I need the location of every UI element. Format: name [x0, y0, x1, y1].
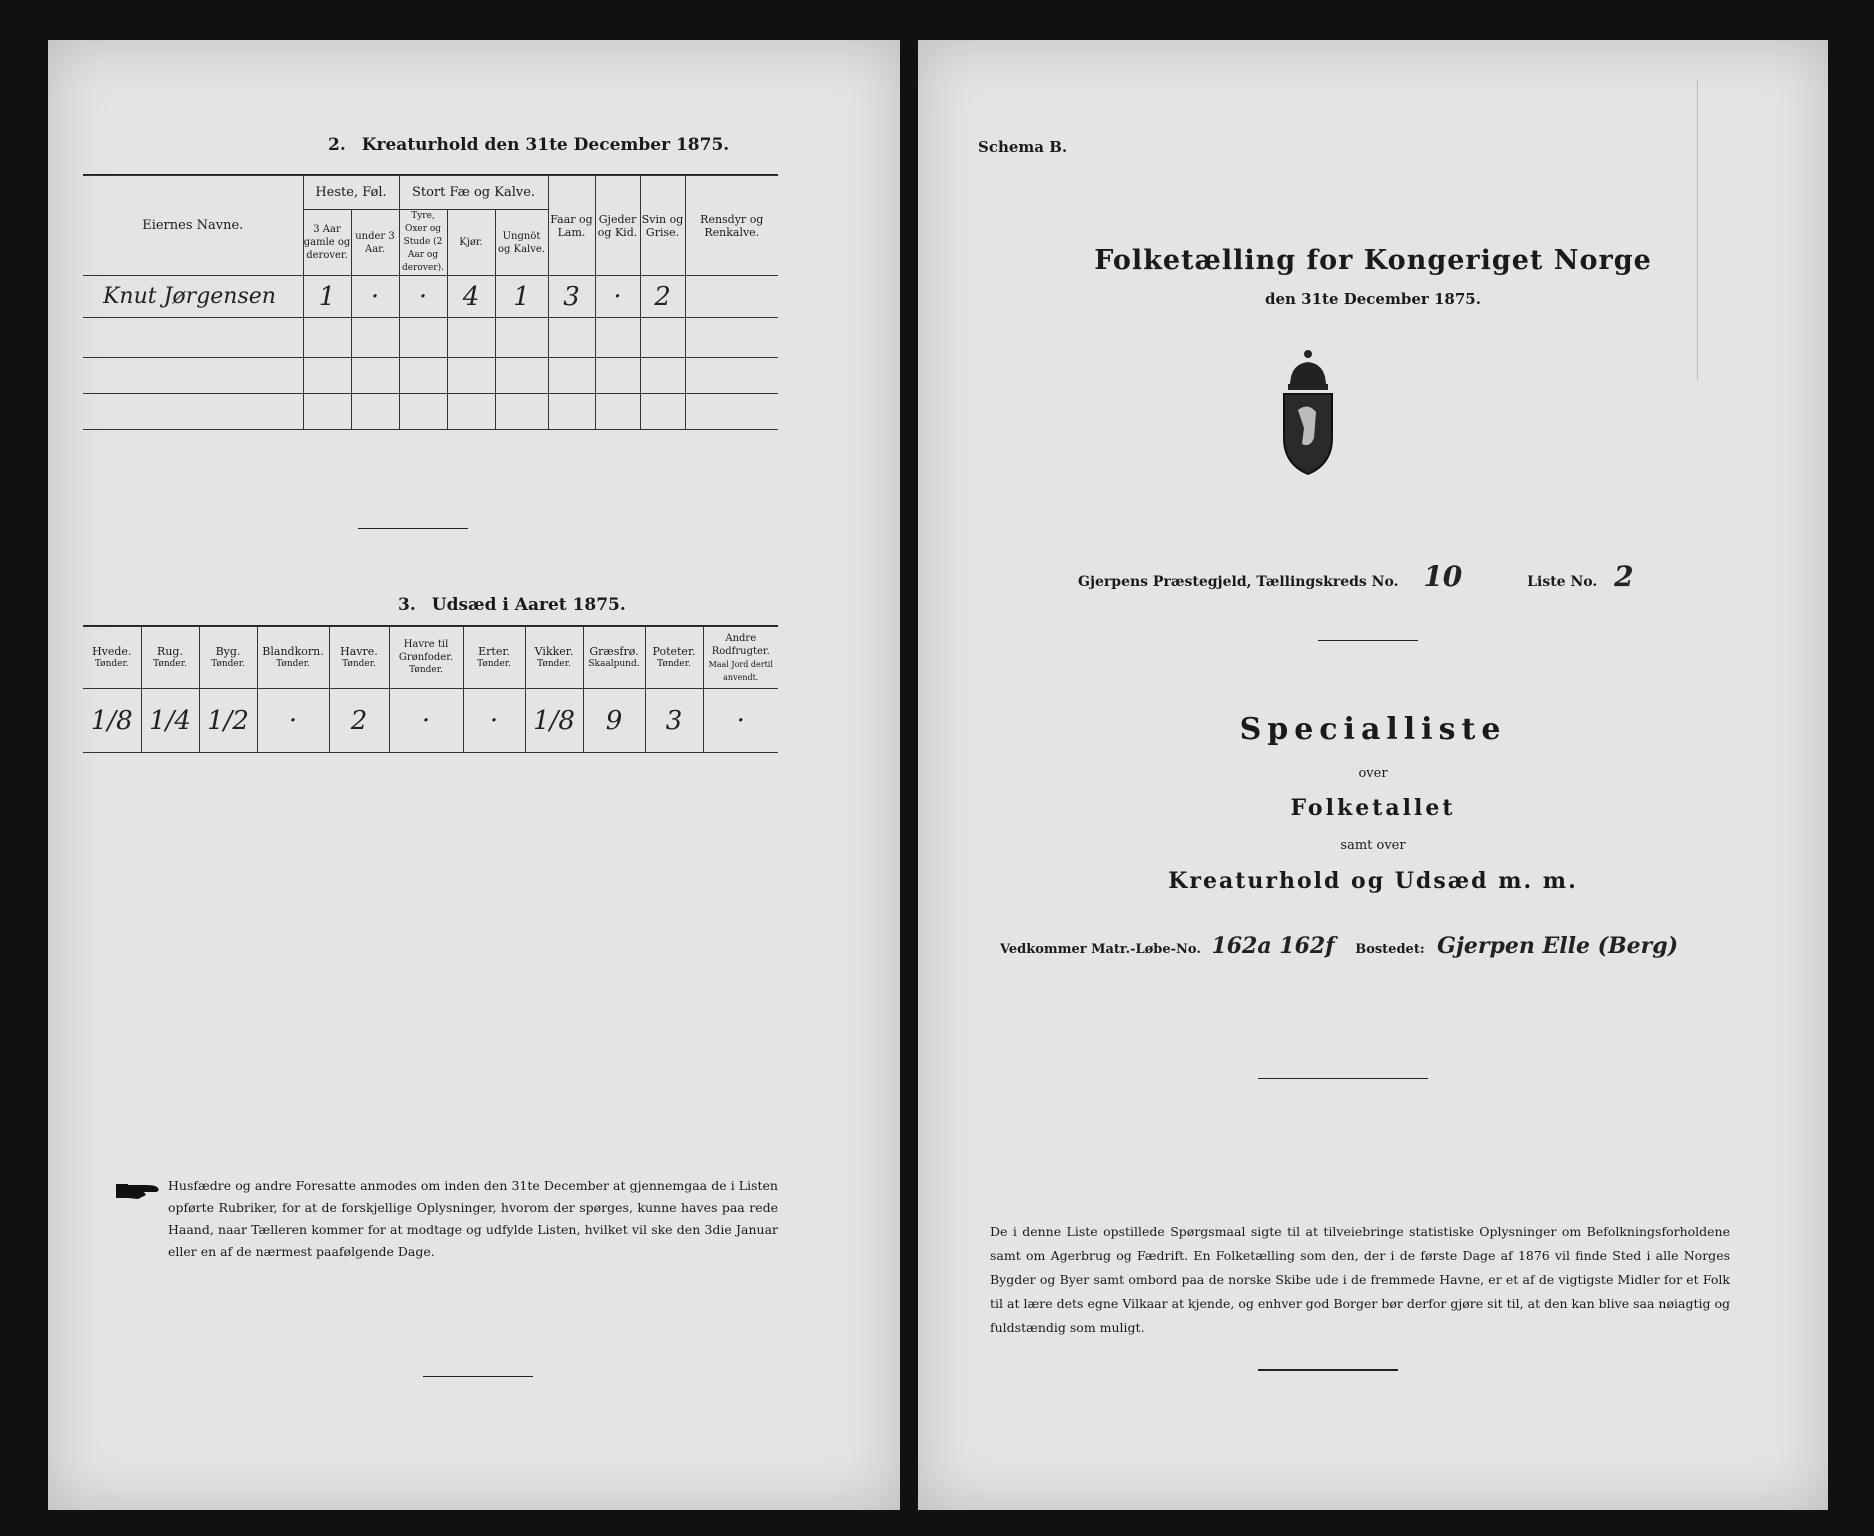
seed-value-9: 3: [645, 689, 703, 753]
liste-no-value: 2: [1614, 560, 1634, 593]
seed-header-row: [83, 627, 778, 689]
seed-value-7: 1/8: [525, 689, 583, 753]
section3-title: 3. Udsæd i Aaret 1875.: [398, 595, 626, 615]
table-row: [83, 358, 778, 394]
seed-value-1: 1/4: [141, 689, 199, 753]
seed-col-header-1: Rug. Tønder.: [141, 627, 199, 689]
seed-col-header-9: Poteter. Tønder.: [645, 627, 703, 689]
left-notice-text: Husfædre og andre Foresatte anmodes om inden den 31te December at gjennemgaa de i Listen opførte Rubriker, for at de forskjellige Oplysninger, hvorom der spørges, kunne haves paa rede Haand, naar Tælleren kommer for at modtage og udfylde Listen, hvilket vil ske den 3die Januar eller en af de nærmest paafølgende Dage.: [168, 1178, 778, 1259]
right-page: [918, 40, 1828, 1510]
over-text-1: over: [1358, 766, 1388, 781]
census-date: den 31te December 1875.: [1265, 290, 1481, 308]
table-row: [83, 689, 778, 753]
prestegjeld-line: [1078, 560, 1634, 593]
heste-under3-cell: ·: [351, 276, 399, 318]
seed-col-header-3: Blandkorn. Tønder.: [257, 627, 329, 689]
section2-title: 2. Kreaturhold den 31te December 1875.: [328, 135, 730, 155]
samt-over-text: samt over: [1340, 838, 1406, 853]
ungnot-cell: 1: [495, 276, 548, 318]
heste-3aar-cell: 1: [303, 276, 351, 318]
norway-coat-of-arms-icon: [1276, 348, 1340, 478]
schema-label: Schema B.: [978, 138, 1068, 156]
livestock-table: [83, 175, 778, 430]
table-row: [83, 394, 778, 430]
seed-value-8: 9: [583, 689, 645, 753]
rensdyr-header: Rensdyr og Renkalve.: [685, 176, 778, 276]
divider: [423, 1376, 533, 1377]
seed-col-header-2: Byg. Tønder.: [199, 627, 257, 689]
divider: [1318, 640, 1418, 641]
rensdyr-cell: [685, 276, 778, 318]
seed-value-5: ·: [389, 689, 463, 753]
seed-table: [83, 626, 778, 753]
faar-header: Faar og Lam.: [548, 176, 595, 276]
seed-value-6: ·: [463, 689, 525, 753]
owner-name-cell: Knut Jørgensen: [83, 276, 303, 318]
tyre-header: Tyre, Oxer og Stude (2 Aar og derover).: [399, 210, 447, 276]
matr-label: Vedkommer Matr.-Løbe-No.: [1000, 942, 1201, 957]
seed-col-header-7: Vikker. Tønder.: [525, 627, 583, 689]
table-row: [83, 318, 778, 358]
right-notice-text: De i denne Liste opstillede Spørgsmaal sigte til at tilveiebringe statistiske Oplysninger om Befolkningsforholdene samt om Agerbrug og Fædrift. En Folketælling som den, der i de første Dage af 1876 vil finde Sted i alle Norges Bygder og Byer samt ombord paa de norske Skibe ude i de fremmede Havne, er et af de vigtigste Midler for et Folk til at lære dets egne Vilkaar at kjende, og enhver god Borger bør derfor gjøre sit til, at den kan blive saa nøiagtig og fuldstændig som muligt.: [990, 1224, 1730, 1335]
folketallet-heading: Folketallet: [1290, 795, 1456, 821]
seed-value-10: ·: [703, 689, 778, 753]
seed-col-header-10: Andre Rodfrugter. Maal Jord dertil anvendt.: [703, 627, 778, 689]
specialliste-heading: Specialliste: [1239, 712, 1507, 747]
heste-3aar-header: 3 Aar gamle og derover.: [303, 210, 351, 276]
bleed-through-column: [1697, 80, 1788, 380]
kjor-cell: 4: [447, 276, 495, 318]
kreds-no-value: 10: [1423, 560, 1463, 593]
seed-col-header-0: Hvede. Tønder.: [83, 627, 141, 689]
seed-value-0: 1/8: [83, 689, 141, 753]
owner-name-header: Eiernes Navne.: [83, 176, 303, 276]
prestegjeld-label: Gjerpens Præstegjeld, Tællingskreds No.: [1078, 574, 1399, 590]
table-row: [83, 276, 778, 318]
divider: [1258, 1369, 1398, 1371]
stort-fae-group-header: Stort Fæ og Kalve.: [399, 176, 548, 210]
svin-cell: 2: [640, 276, 685, 318]
seed-value-3: ·: [257, 689, 329, 753]
matr-value: 162a 162f: [1211, 933, 1335, 959]
gjeder-header: Gjeder og Kid.: [595, 176, 640, 276]
seed-col-header-8: Græsfrø. Skaalpund.: [583, 627, 645, 689]
gjeder-cell: ·: [595, 276, 640, 318]
matr-line: [1000, 933, 1678, 959]
tyre-cell: ·: [399, 276, 447, 318]
heste-group-header: Heste, Føl.: [303, 176, 399, 210]
census-title: Folketælling for Kongeriget Norge: [1094, 245, 1652, 276]
svin-header: Svin og Grise.: [640, 176, 685, 276]
seed-col-header-4: Havre. Tønder.: [329, 627, 389, 689]
seed-col-header-5: Havre til Grønfoder. Tønder.: [389, 627, 463, 689]
liste-label: Liste No.: [1527, 574, 1598, 590]
kreaturhold-heading: Kreaturhold og Udsæd m. m.: [1168, 868, 1578, 894]
pointing-hand-icon: [116, 1180, 160, 1202]
bosted-label: Bostedet:: [1355, 942, 1425, 957]
faar-cell: 3: [548, 276, 595, 318]
bosted-value: Gjerpen Elle (Berg): [1437, 933, 1679, 959]
divider: [358, 528, 468, 529]
seed-value-2: 1/2: [199, 689, 257, 753]
left-page: [48, 40, 900, 1510]
kjor-header: Kjør.: [447, 210, 495, 276]
divider: [1258, 1078, 1428, 1079]
seed-col-header-6: Erter. Tønder.: [463, 627, 525, 689]
heste-under3-header: under 3 Aar.: [351, 210, 399, 276]
seed-value-4: 2: [329, 689, 389, 753]
ungnot-header: Ungnöt og Kalve.: [495, 210, 548, 276]
